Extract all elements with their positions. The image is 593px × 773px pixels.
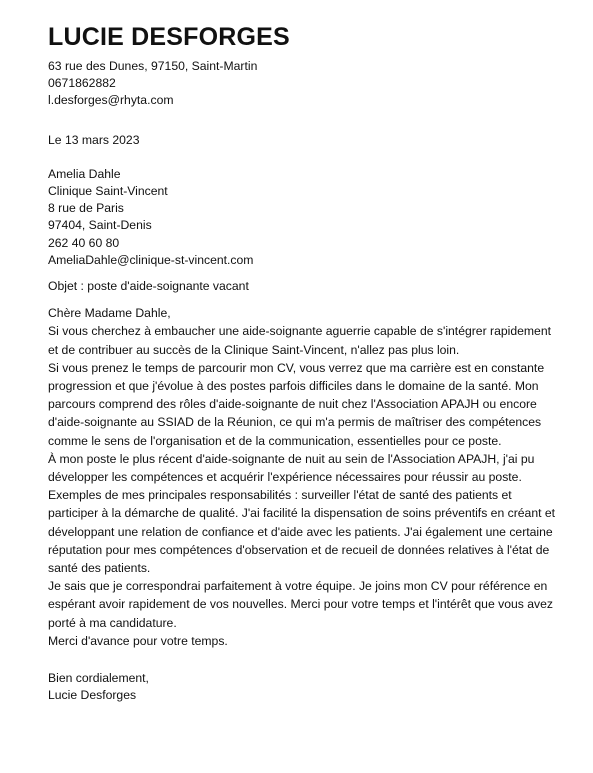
recipient-name: Amelia Dahle	[48, 166, 121, 181]
body-paragraph-5: Merci d'avance pour votre temps.	[48, 633, 228, 648]
sender-email: l.desforges@rhyta.com	[48, 93, 174, 108]
letter-salutation: Chère Madame Dahle,	[48, 306, 171, 321]
letter-signature: Lucie Desforges	[48, 688, 137, 703]
sender-phone: 0671862882	[48, 76, 116, 91]
letter-closing: Bien cordialement,	[48, 671, 149, 686]
body-paragraph-2: Si vous prenez le temps de parcourir mon CV, vous verrez que ma carrière est en constante progression et que j'évolue à des postes parfois difficiles dans le domaine de la santé. Mon parcours comprend des rôles d'aide-soignante de nuit chez l'Association APAJH ou encore d'aide-soignante au SSIAD de la Réunion, ce qui m'a permis de maîtriser des compétences comme le sens de l'organisation et de la communication, essentielles pour ce poste.	[48, 360, 545, 448]
recipient-email: AmeliaDahle@clinique-st-vincent.com	[48, 252, 254, 267]
sender-address: 63 rue des Dunes, 97150, Saint-Martin	[48, 59, 258, 73]
letter-date: Le 13 mars 2023	[48, 132, 140, 147]
recipient-phone: 262 40 60 80	[48, 235, 120, 250]
letter-subject: Objet : poste d'aide-soignante vacant	[48, 279, 249, 294]
sender-name: LUCIE DESFORGES	[48, 23, 290, 51]
body-paragraph-4: Je sais que je correspondrai parfaitement à votre équipe. Je joins mon CV pour référence en espérant avoir rapidement de vos nouvelles. Merci pour votre temps et l'intérêt que vous avez porté à ma candidature.	[48, 579, 553, 630]
recipient-street: 8 rue de Paris	[48, 201, 124, 216]
recipient-block	[48, 166, 553, 269]
sender-contact	[48, 58, 553, 110]
body-paragraph-1: Si vous cherchez à embaucher une aide-soignante aguerrie capable de s'intégrer rapidement et de contribuer au succès de la Clinique Saint-Vincent, n'allez pas plus loin.	[48, 324, 552, 357]
recipient-company: Clinique Saint-Vincent	[48, 184, 168, 199]
body-paragraph-3: À mon poste le plus récent d'aide-soignante de nuit au sein de l'Association APAJH, j'ai pu développer les compétences et acquérir l'expérience nécessaires pour réussir au poste. Exemples de mes principales responsabilités : surveiller l'état de santé des patients et participer à la démarche de qualité. J'ai facilité la dispensation de soins préventifs en créant et développant une relation de confiance et d'aide avec les patients. J'ai également une certaine réputation pour mes compétences d'observation et de recueil de données relatives à l'état de santé des patients.	[48, 451, 556, 576]
recipient-city: 97404, Saint-Denis	[48, 218, 152, 233]
